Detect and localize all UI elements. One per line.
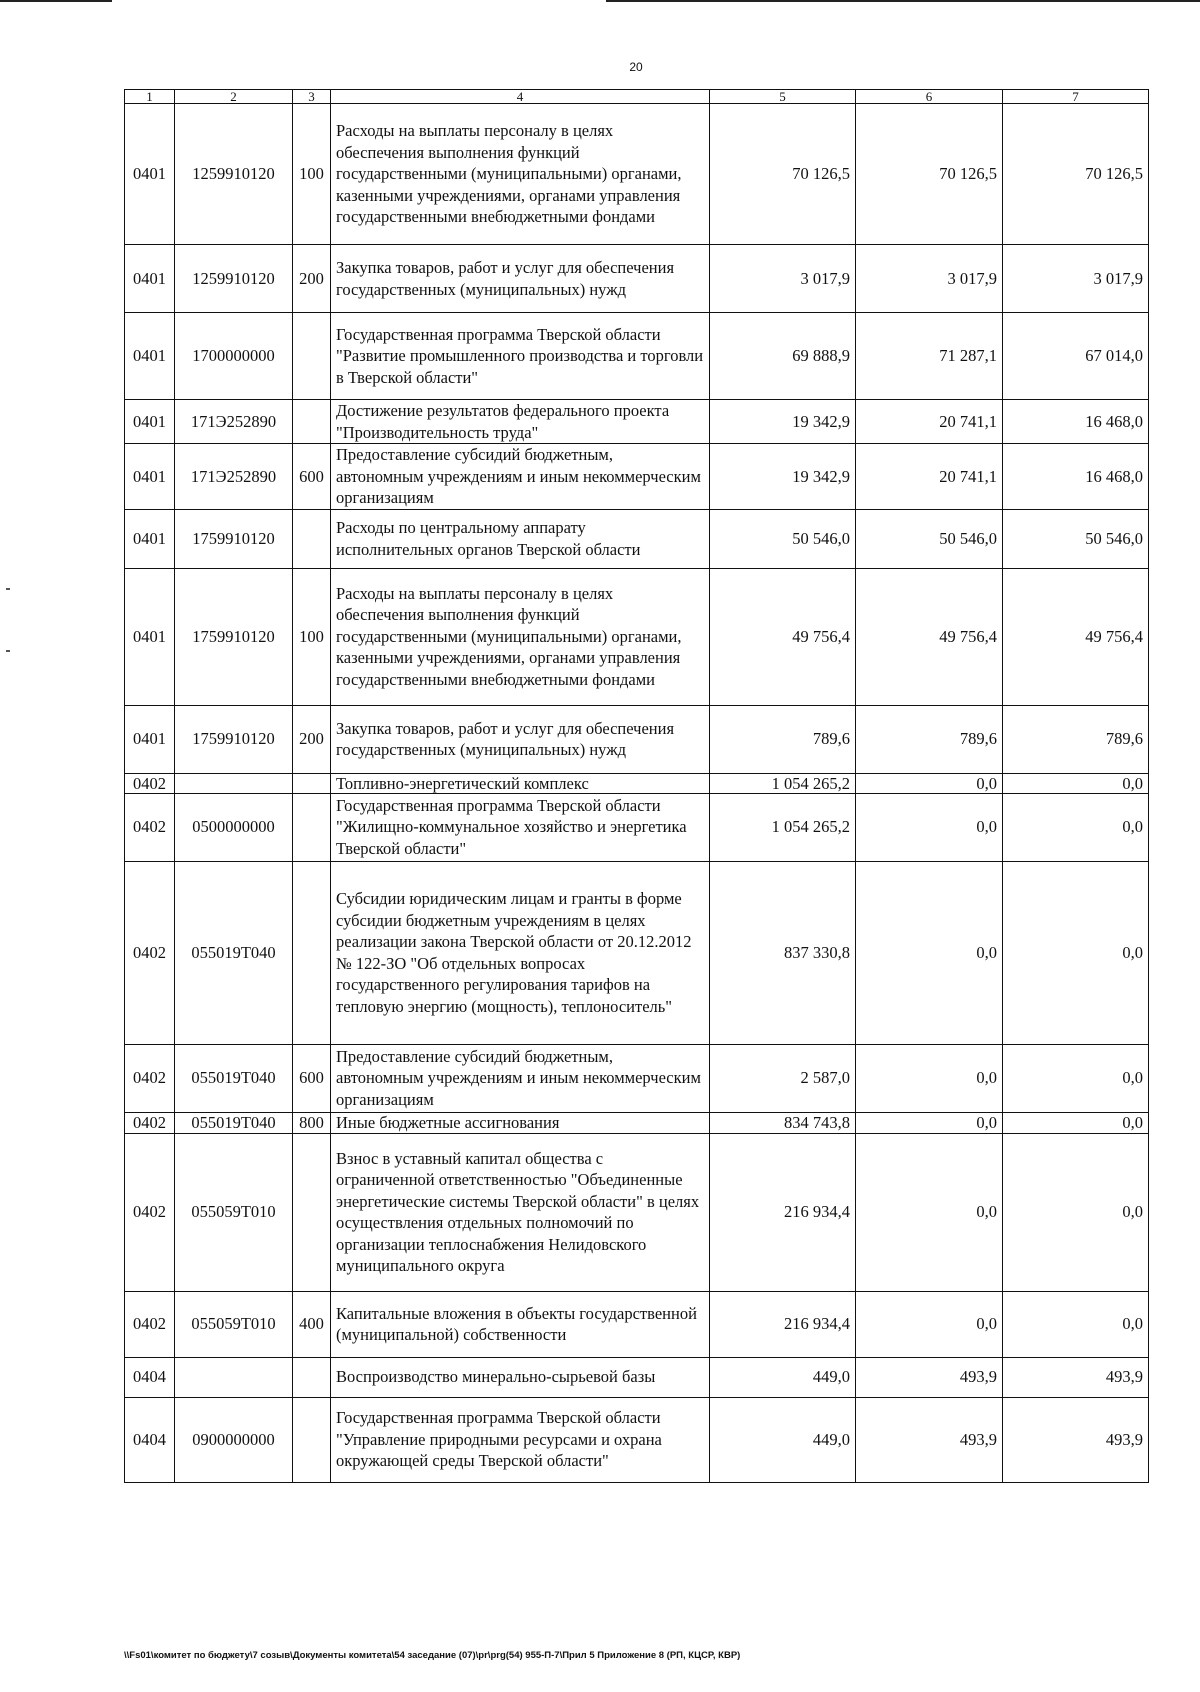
expense-type-code [293, 1397, 331, 1482]
table-row [125, 245, 1149, 313]
section-code: 0402 [125, 1112, 175, 1133]
expense-type-code [293, 1133, 331, 1291]
item-name: Государственная программа Тверской области "Жилищно-коммунальное хозяйство и энергетика Тверской области" [331, 793, 710, 861]
column-header: 7 [1003, 90, 1149, 104]
amount-col5: 49 756,4 [710, 568, 856, 705]
amount-col7: 493,9 [1003, 1397, 1149, 1482]
budget-table [124, 89, 1149, 1483]
expense-type-code: 100 [293, 104, 331, 245]
section-code: 0402 [125, 1291, 175, 1357]
table-row [125, 1357, 1149, 1397]
amount-col5: 449,0 [710, 1397, 856, 1482]
item-name: Капитальные вложения в объекты государственной (муниципальной) собственности [331, 1291, 710, 1357]
expense-type-code [293, 793, 331, 861]
expense-type-code: 100 [293, 568, 331, 705]
section-code: 0402 [125, 1044, 175, 1112]
scan-edge-top-right [606, 0, 1200, 2]
item-name: Иные бюджетные ассигнования [331, 1112, 710, 1133]
section-code: 0402 [125, 861, 175, 1044]
item-name: Закупка товаров, работ и услуг для обеспечения государственных (муниципальных) нужд [331, 245, 710, 313]
target-article-code: 1259910120 [175, 245, 293, 313]
target-article-code: 171Э252890 [175, 444, 293, 510]
margin-tick [6, 650, 10, 652]
table-row [125, 1397, 1149, 1482]
target-article-code: 1759910120 [175, 705, 293, 773]
amount-col5: 449,0 [710, 1357, 856, 1397]
column-header: 1 [125, 90, 175, 104]
table-row [125, 1133, 1149, 1291]
item-name: Воспроизводство минерально-сырьевой базы [331, 1357, 710, 1397]
item-name: Расходы на выплаты персоналу в целях обеспечения выполнения функций государственными (муниципальными) органами, казенными учреждениями, органами управления государственными внебюджетными фондами [331, 568, 710, 705]
amount-col5: 789,6 [710, 705, 856, 773]
amount-col7: 493,9 [1003, 1357, 1149, 1397]
target-article-code: 055019Т040 [175, 1044, 293, 1112]
amount-col6: 3 017,9 [856, 245, 1003, 313]
target-article-code [175, 1357, 293, 1397]
item-name: Субсидии юридическим лицам и гранты в форме субсидии бюджетным учреждениям в целях реализации закона Тверской области от 20.12.2012 № 122-ЗО "Об отдельных вопросах государственного регулирования тарифов на тепловую энергию (мощность), теплоноситель" [331, 861, 710, 1044]
column-header: 2 [175, 90, 293, 104]
expense-type-code [293, 1357, 331, 1397]
table-row [125, 773, 1149, 793]
target-article-code: 055059Т010 [175, 1133, 293, 1291]
column-header: 5 [710, 90, 856, 104]
amount-col7: 67 014,0 [1003, 313, 1149, 400]
item-name: Государственная программа Тверской области "Управление природными ресурсами и охрана окружающей среды Тверской области" [331, 1397, 710, 1482]
target-article-code: 1700000000 [175, 313, 293, 400]
amount-col5: 19 342,9 [710, 444, 856, 510]
amount-col7: 0,0 [1003, 861, 1149, 1044]
table-row [125, 793, 1149, 861]
section-code: 0401 [125, 705, 175, 773]
item-name: Топливно-энергетический комплекс [331, 773, 710, 793]
amount-col6: 789,6 [856, 705, 1003, 773]
table-row [125, 313, 1149, 400]
amount-col7: 49 756,4 [1003, 568, 1149, 705]
expense-type-code [293, 313, 331, 400]
header-row [125, 90, 1149, 104]
expense-type-code: 600 [293, 444, 331, 510]
amount-col5: 19 342,9 [710, 400, 856, 444]
section-code: 0401 [125, 104, 175, 245]
amount-col5: 50 546,0 [710, 509, 856, 568]
expense-type-code [293, 400, 331, 444]
amount-col6: 20 741,1 [856, 400, 1003, 444]
target-article-code: 1259910120 [175, 104, 293, 245]
amount-col6: 50 546,0 [856, 509, 1003, 568]
table-row [125, 444, 1149, 510]
amount-col7: 16 468,0 [1003, 444, 1149, 510]
item-name: Государственная программа Тверской области "Развитие промышленного производства и торговли в Тверской области" [331, 313, 710, 400]
table-row [125, 568, 1149, 705]
amount-col5: 69 888,9 [710, 313, 856, 400]
expense-type-code [293, 509, 331, 568]
amount-col7: 3 017,9 [1003, 245, 1149, 313]
item-name: Расходы на выплаты персоналу в целях обеспечения выполнения функций государственными (муниципальными) органами, казенными учреждениями, органами управления государственными внебюджетными фондами [331, 104, 710, 245]
amount-col5: 216 934,4 [710, 1133, 856, 1291]
page-number: 20 [629, 60, 643, 74]
section-code: 0404 [125, 1357, 175, 1397]
section-code: 0401 [125, 313, 175, 400]
scan-edge-top-left [0, 0, 112, 2]
section-code: 0402 [125, 793, 175, 861]
amount-col7: 70 126,5 [1003, 104, 1149, 245]
target-article-code: 1759910120 [175, 568, 293, 705]
amount-col6: 493,9 [856, 1397, 1003, 1482]
amount-col5: 837 330,8 [710, 861, 856, 1044]
amount-col5: 1 054 265,2 [710, 793, 856, 861]
amount-col5: 3 017,9 [710, 245, 856, 313]
amount-col7: 0,0 [1003, 1112, 1149, 1133]
amount-col5: 834 743,8 [710, 1112, 856, 1133]
amount-col7: 16 468,0 [1003, 400, 1149, 444]
amount-col6: 0,0 [856, 1133, 1003, 1291]
amount-col5: 1 054 265,2 [710, 773, 856, 793]
amount-col6: 0,0 [856, 793, 1003, 861]
section-code: 0401 [125, 400, 175, 444]
amount-col7: 789,6 [1003, 705, 1149, 773]
table-row [125, 400, 1149, 444]
amount-col7: 0,0 [1003, 1044, 1149, 1112]
expense-type-code [293, 773, 331, 793]
section-code: 0401 [125, 245, 175, 313]
item-name: Предоставление субсидий бюджетным, автономным учреждениям и иным некоммерческим организациям [331, 444, 710, 510]
item-name: Взнос в уставный капитал общества с ограниченной ответственностью "Объединенные энергетические системы Тверской области" в целях осуществления отдельных полномочий по организации теплоснабжения Нелидовского муниципального округа [331, 1133, 710, 1291]
target-article-code: 171Э252890 [175, 400, 293, 444]
amount-col5: 70 126,5 [710, 104, 856, 245]
table-row [125, 1112, 1149, 1133]
amount-col6: 0,0 [856, 1112, 1003, 1133]
expense-type-code: 200 [293, 245, 331, 313]
expense-type-code: 600 [293, 1044, 331, 1112]
amount-col7: 50 546,0 [1003, 509, 1149, 568]
amount-col5: 216 934,4 [710, 1291, 856, 1357]
section-code: 0401 [125, 444, 175, 510]
amount-col7: 0,0 [1003, 1291, 1149, 1357]
section-code: 0402 [125, 773, 175, 793]
table-row [125, 1044, 1149, 1112]
section-code: 0401 [125, 509, 175, 568]
section-code: 0401 [125, 568, 175, 705]
expense-type-code [293, 861, 331, 1044]
target-article-code: 0500000000 [175, 793, 293, 861]
table-row [125, 509, 1149, 568]
column-header: 4 [331, 90, 710, 104]
target-article-code: 055019Т040 [175, 1112, 293, 1133]
target-article-code [175, 773, 293, 793]
table-row [125, 1291, 1149, 1357]
amount-col6: 0,0 [856, 773, 1003, 793]
target-article-code: 0900000000 [175, 1397, 293, 1482]
amount-col5: 2 587,0 [710, 1044, 856, 1112]
margin-tick [6, 588, 10, 590]
amount-col6: 493,9 [856, 1357, 1003, 1397]
amount-col6: 0,0 [856, 1044, 1003, 1112]
expense-type-code: 400 [293, 1291, 331, 1357]
target-article-code: 1759910120 [175, 509, 293, 568]
amount-col6: 0,0 [856, 1291, 1003, 1357]
column-header: 3 [293, 90, 331, 104]
amount-col7: 0,0 [1003, 1133, 1149, 1291]
item-name: Предоставление субсидий бюджетным, автономным учреждениям и иным некоммерческим организациям [331, 1044, 710, 1112]
amount-col6: 0,0 [856, 861, 1003, 1044]
item-name: Расходы по центральному аппарату исполнительных органов Тверской области [331, 509, 710, 568]
section-code: 0404 [125, 1397, 175, 1482]
expense-type-code: 800 [293, 1112, 331, 1133]
table-row [125, 104, 1149, 245]
item-name: Закупка товаров, работ и услуг для обеспечения государственных (муниципальных) нужд [331, 705, 710, 773]
item-name: Достижение результатов федерального проекта "Производительность труда" [331, 400, 710, 444]
file-path-footer: \\Fs01\комитет по бюджету\7 созыв\Документы комитета\54 заседание (07)\pr\prg(54) 955-П-7\Прил 5 Приложение 8 (РП, КЦСР, КВР) [124, 1650, 741, 1661]
target-article-code: 055019Т040 [175, 861, 293, 1044]
expense-type-code: 200 [293, 705, 331, 773]
amount-col6: 20 741,1 [856, 444, 1003, 510]
amount-col6: 49 756,4 [856, 568, 1003, 705]
table-row [125, 861, 1149, 1044]
column-header: 6 [856, 90, 1003, 104]
section-code: 0402 [125, 1133, 175, 1291]
amount-col6: 70 126,5 [856, 104, 1003, 245]
amount-col7: 0,0 [1003, 773, 1149, 793]
amount-col6: 71 287,1 [856, 313, 1003, 400]
table-row [125, 705, 1149, 773]
target-article-code: 055059Т010 [175, 1291, 293, 1357]
amount-col7: 0,0 [1003, 793, 1149, 861]
